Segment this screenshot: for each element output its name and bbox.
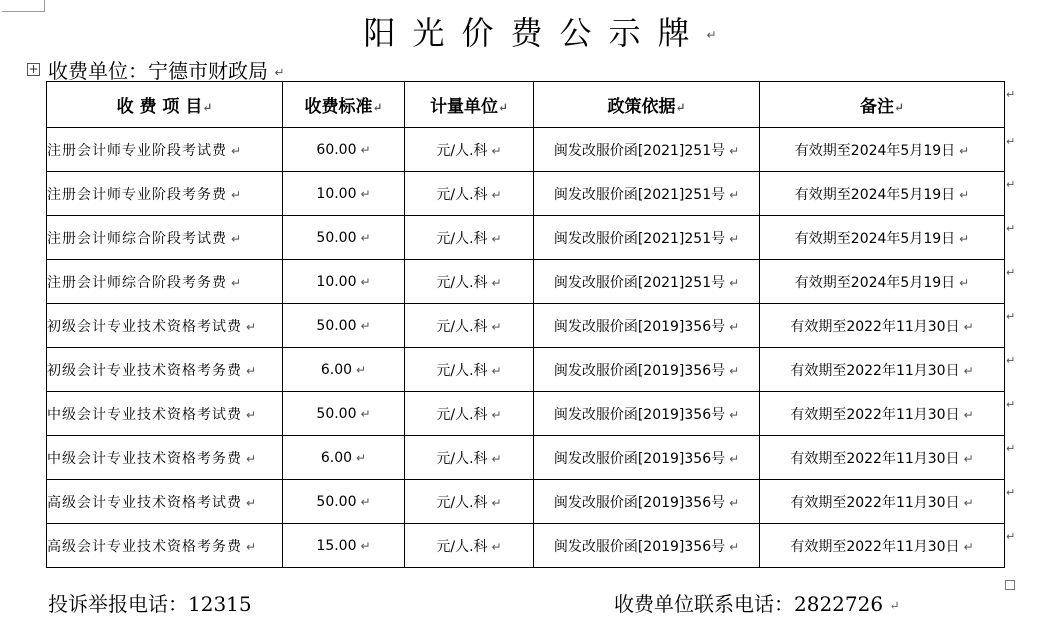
paragraph-mark-icon: ↵ [497, 100, 509, 115]
table-row [47, 260, 1005, 304]
paragraph-mark-icon: ↵ [729, 143, 740, 158]
paragraph-mark-icon: ↵ [893, 100, 905, 115]
paragraph-mark-icon: ↵ [491, 539, 502, 554]
row-end-mark-icon: ↵ [1006, 354, 1016, 367]
paragraph-mark-icon: ↵ [246, 363, 257, 378]
cell-note-text: 有效期至2024年5月19日 [794, 186, 956, 203]
cell-note-text: 有效期至2024年5月19日 [794, 230, 956, 247]
cell-unit-text: 元/人.科 [436, 494, 488, 511]
paragraph-mark-icon: ↵ [356, 450, 367, 465]
table-row [47, 392, 1005, 436]
paragraph-mark-icon: ↵ [889, 598, 900, 613]
paragraph-mark-icon: ↵ [274, 65, 285, 80]
cell-item [47, 128, 283, 172]
cell-item-text: 中级会计专业技术资格考试费 [47, 406, 242, 423]
cell-standard-text: 50.00 [316, 405, 357, 422]
header-basis [534, 82, 760, 128]
paragraph-mark-icon: ↵ [963, 495, 974, 510]
cell-standard-text: 10.00 [316, 273, 357, 290]
table-row [47, 304, 1005, 348]
paragraph-mark-icon: ↵ [246, 319, 257, 334]
paragraph-mark-icon: ↵ [963, 319, 974, 334]
paragraph-mark-icon: ↵ [491, 451, 502, 466]
cell-basis [534, 436, 760, 480]
paragraph-mark-icon: ↵ [963, 407, 974, 422]
cell-note [760, 172, 1005, 216]
cell-standard-text: 6.00 [320, 449, 353, 466]
cell-basis-text: 闽发改服价函[2021]251号 [553, 274, 726, 291]
cell-item [47, 480, 283, 524]
cell-standard [283, 348, 405, 392]
paragraph-mark-icon: ↵ [231, 231, 242, 246]
cell-item [47, 304, 283, 348]
paragraph-mark-icon: ↵ [729, 187, 740, 202]
cell-basis [534, 216, 760, 260]
row-end-mark-icon: ↵ [1006, 88, 1016, 101]
cell-standard [283, 524, 405, 568]
header-note-label: 备注 [859, 97, 894, 117]
paragraph-mark-icon: ↵ [491, 319, 502, 334]
cell-note [760, 260, 1005, 304]
cell-basis-text: 闽发改服价函[2021]251号 [553, 230, 726, 247]
paragraph-mark-icon: ↵ [231, 275, 242, 290]
row-end-mark-icon: ↵ [1006, 178, 1016, 191]
table-row [47, 480, 1005, 524]
cell-item [47, 392, 283, 436]
cell-basis-text: 闽发改服价函[2019]356号 [553, 494, 726, 511]
cell-item-text: 高级会计专业技术资格考试费 [47, 494, 242, 511]
cell-standard-text: 10.00 [316, 185, 357, 202]
row-end-mark-icon: ↵ [1006, 530, 1016, 543]
cell-unit [405, 216, 534, 260]
cell-note-text: 有效期至2022年11月30日 [790, 538, 960, 555]
cell-unit [405, 260, 534, 304]
paragraph-mark-icon: ↵ [491, 495, 502, 510]
cell-item-text: 注册会计师专业阶段考务费 [47, 186, 227, 203]
paragraph-mark-icon: ↵ [360, 230, 371, 245]
cell-note-text: 有效期至2024年5月19日 [794, 142, 956, 159]
paragraph-mark-icon: ↵ [675, 100, 686, 115]
table-row [47, 216, 1005, 260]
cell-note-text: 有效期至2022年11月30日 [790, 450, 960, 467]
paragraph-mark-icon: ↵ [360, 494, 371, 509]
paragraph-mark-icon: ↵ [729, 407, 740, 422]
cell-unit-text: 元/人.科 [436, 274, 488, 291]
cell-basis [534, 480, 760, 524]
row-end-mark-icon: ↵ [1006, 442, 1016, 455]
fee-unit-line [48, 55, 284, 84]
cell-unit-text: 元/人.科 [436, 230, 488, 247]
cell-standard-text: 50.00 [316, 493, 357, 510]
cell-note-text: 有效期至2022年11月30日 [790, 406, 960, 423]
cell-note-text: 有效期至2022年11月30日 [790, 494, 960, 511]
paragraph-mark-icon: ↵ [729, 363, 740, 378]
cell-unit [405, 172, 534, 216]
cell-unit [405, 304, 534, 348]
table-row [47, 436, 1005, 480]
paragraph-mark-icon: ↵ [729, 231, 740, 246]
cell-item [47, 172, 283, 216]
cell-unit [405, 348, 534, 392]
cell-standard [283, 260, 405, 304]
paragraph-mark-icon: ↵ [360, 186, 371, 201]
cell-standard [283, 392, 405, 436]
paragraph-mark-icon: ↵ [246, 495, 257, 510]
cell-standard-text: 6.00 [320, 361, 353, 378]
paragraph-mark-icon: ↵ [360, 318, 371, 333]
cell-unit-text: 元/人.科 [436, 362, 488, 379]
cell-unit [405, 480, 534, 524]
paragraph-mark-icon: ↵ [491, 363, 502, 378]
cell-basis [534, 392, 760, 436]
paragraph-mark-icon: ↵ [959, 275, 970, 290]
cell-item-text: 高级会计专业技术资格考务费 [47, 538, 242, 555]
fee-table-body [47, 128, 1005, 568]
cell-item-text: 初级会计专业技术资格考务费 [47, 362, 242, 379]
cell-item-text: 注册会计师综合阶段考务费 [47, 274, 227, 291]
paragraph-mark-icon: ↵ [360, 406, 371, 421]
cell-item [47, 348, 283, 392]
cell-standard [283, 480, 405, 524]
cell-basis [534, 128, 760, 172]
paragraph-mark-icon: ↵ [963, 363, 974, 378]
contact-phone-line [614, 588, 900, 617]
paragraph-mark-icon: ↵ [729, 319, 740, 334]
cell-unit-text: 元/人.科 [436, 406, 488, 423]
header-basis-label: 政策依据 [607, 97, 676, 117]
fee-table [46, 81, 1005, 568]
cell-basis-text: 闽发改服价函[2019]356号 [553, 318, 726, 335]
cell-note-text: 有效期至2022年11月30日 [790, 318, 960, 335]
paragraph-mark-icon: ↵ [706, 28, 717, 42]
row-end-mark-icon: ↵ [1006, 310, 1016, 323]
row-end-mark-icon: ↵ [1006, 398, 1016, 411]
paragraph-mark-icon: ↵ [231, 143, 242, 158]
cell-note [760, 392, 1005, 436]
cell-note-text: 有效期至2022年11月30日 [790, 362, 960, 379]
cell-note [760, 304, 1005, 348]
cell-basis [534, 172, 760, 216]
cell-unit [405, 436, 534, 480]
cell-standard [283, 304, 405, 348]
cell-standard [283, 436, 405, 480]
cell-basis-text: 闽发改服价函[2021]251号 [553, 142, 726, 159]
page-title-text: 阳光价费公示牌 [363, 14, 707, 52]
table-row [47, 524, 1005, 568]
paragraph-mark-icon: ↵ [491, 187, 502, 202]
cell-basis [534, 348, 760, 392]
cell-basis [534, 524, 760, 568]
table-row [47, 348, 1005, 392]
contact-phone: 收费单位联系电话：2822726 [614, 592, 884, 616]
header-standard [283, 82, 405, 128]
cell-unit [405, 524, 534, 568]
cell-unit-text: 元/人.科 [436, 186, 488, 203]
table-header-row [47, 82, 1005, 128]
cell-basis-text: 闽发改服价函[2021]251号 [553, 186, 726, 203]
cell-item [47, 216, 283, 260]
paragraph-mark-icon: ↵ [729, 451, 740, 466]
paragraph-mark-icon: ↵ [963, 539, 974, 554]
table-resize-handle[interactable] [1005, 580, 1015, 590]
cell-unit-text: 元/人.科 [436, 450, 488, 467]
paragraph-mark-icon: ↵ [963, 451, 974, 466]
cell-note-text: 有效期至2024年5月19日 [794, 274, 956, 291]
complaint-phone: 投诉举报电话：12315 [48, 592, 252, 616]
row-end-mark-icon: ↵ [1006, 135, 1016, 148]
cell-note [760, 480, 1005, 524]
cell-standard [283, 128, 405, 172]
paragraph-mark-icon: ↵ [729, 495, 740, 510]
cell-standard [283, 172, 405, 216]
paragraph-mark-icon: ↵ [246, 407, 257, 422]
paragraph-mark-icon: ↵ [491, 231, 502, 246]
row-end-mark-icon: ↵ [1006, 266, 1016, 279]
paragraph-mark-icon: ↵ [202, 100, 213, 115]
cell-item-text: 注册会计师专业阶段考试费 [47, 142, 227, 159]
header-unit-label: 计量单位 [429, 97, 498, 117]
paragraph-mark-icon: ↵ [231, 187, 242, 202]
paragraph-mark-icon: ↵ [959, 143, 970, 158]
cell-item [47, 260, 283, 304]
header-note [760, 82, 1005, 128]
cell-basis-text: 闽发改服价函[2019]356号 [553, 406, 726, 423]
cell-item [47, 436, 283, 480]
cell-basis-text: 闽发改服价函[2019]356号 [553, 538, 726, 555]
row-end-mark-icon: ↵ [1006, 222, 1016, 235]
cell-unit [405, 392, 534, 436]
page-title [0, 8, 1063, 54]
cell-standard [283, 216, 405, 260]
header-standard-label: 收费标准 [304, 97, 373, 117]
cell-note [760, 524, 1005, 568]
cell-note [760, 348, 1005, 392]
fee-unit-text: 收费单位：宁德市财政局 [48, 59, 268, 83]
row-end-mark-icon: ↵ [1006, 486, 1016, 499]
header-item [47, 82, 283, 128]
paragraph-mark-icon: ↵ [360, 142, 371, 157]
cell-item-text: 中级会计专业技术资格考务费 [47, 450, 242, 467]
cell-basis-text: 闽发改服价函[2019]356号 [553, 450, 726, 467]
cell-standard-text: 15.00 [316, 537, 357, 554]
header-item-label: 收 费 项 目 [116, 97, 203, 117]
paragraph-mark-icon: ↵ [246, 539, 257, 554]
table-row [47, 172, 1005, 216]
cell-unit-text: 元/人.科 [436, 142, 488, 159]
paragraph-mark-icon: ↵ [959, 187, 970, 202]
table-row [47, 128, 1005, 172]
paragraph-mark-icon: ↵ [372, 100, 383, 115]
paragraph-mark-icon: ↵ [729, 539, 740, 554]
cell-unit [405, 128, 534, 172]
cell-note [760, 216, 1005, 260]
paragraph-mark-icon: ↵ [491, 275, 502, 290]
paragraph-mark-icon: ↵ [360, 538, 371, 553]
cell-item-text: 注册会计师综合阶段考试费 [47, 230, 227, 247]
header-unit [405, 82, 534, 128]
paragraph-mark-icon: ↵ [491, 143, 502, 158]
cell-standard-text: 50.00 [316, 229, 357, 246]
cell-basis [534, 260, 760, 304]
paragraph-mark-icon: ↵ [360, 274, 371, 289]
paragraph-mark-icon: ↵ [246, 451, 257, 466]
cell-unit-text: 元/人.科 [436, 318, 488, 335]
cell-basis-text: 闽发改服价函[2019]356号 [553, 362, 726, 379]
paragraph-mark-icon: ↵ [729, 275, 740, 290]
table-move-handle-icon[interactable]: + [28, 62, 39, 76]
cell-basis [534, 304, 760, 348]
paragraph-mark-icon: ↵ [491, 407, 502, 422]
paragraph-mark-icon: ↵ [959, 231, 970, 246]
cell-standard-text: 50.00 [316, 317, 357, 334]
paragraph-mark-icon: ↵ [356, 362, 367, 377]
cell-standard-text: 60.00 [316, 141, 357, 158]
cell-unit-text: 元/人.科 [436, 538, 488, 555]
cell-item [47, 524, 283, 568]
cell-item-text: 初级会计专业技术资格考试费 [47, 318, 242, 335]
cell-note [760, 128, 1005, 172]
cell-note [760, 436, 1005, 480]
